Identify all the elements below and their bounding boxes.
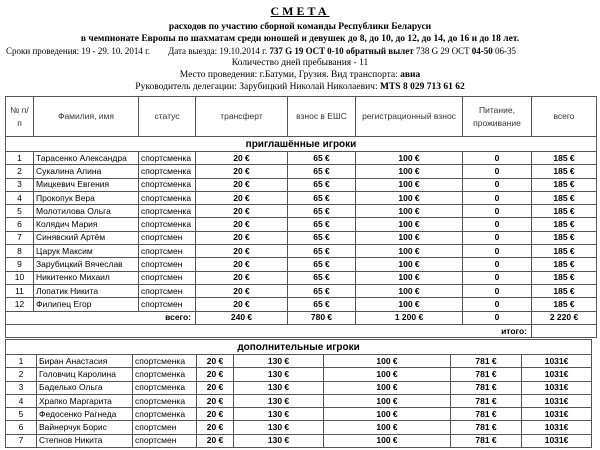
dates-label: Сроки проведения: 19 - 29. 10. 2014 г.	[6, 46, 151, 56]
transfer-value: 20 €	[196, 191, 288, 204]
player-status: спортсмен	[133, 421, 197, 434]
additional-players-table	[5, 339, 592, 448]
player-status: спортсменка	[139, 165, 196, 178]
sum-label: всего:	[6, 311, 196, 324]
registration-fee-value: 100 €	[324, 368, 451, 381]
invited-players-table	[5, 96, 597, 338]
total-value: 1031€	[522, 394, 592, 407]
player-name: Сукалина Алина	[34, 165, 139, 178]
player-name: Прокопук Вера	[34, 191, 139, 204]
player-status: спортсмен	[139, 258, 196, 271]
transfer-value: 20 €	[196, 271, 288, 284]
food-lodging-value: 0	[463, 165, 532, 178]
player-status: спортсмен	[133, 434, 197, 447]
esh-fee-value: 65 €	[288, 271, 356, 284]
table-row	[6, 298, 597, 311]
registration-fee-value: 100 €	[356, 205, 463, 218]
food-lodging-value: 781 €	[451, 408, 522, 421]
table-row	[6, 271, 597, 284]
registration-fee-value: 100 €	[324, 394, 451, 407]
transfer-value: 20 €	[196, 178, 288, 191]
departure-label: Дата выезда: 19.10.2014 г.	[168, 46, 268, 56]
row-number: 5	[6, 408, 37, 421]
registration-fee-value: 100 €	[356, 218, 463, 231]
food-lodging-value: 0	[463, 152, 532, 165]
esh-fee-value: 65 €	[288, 284, 356, 297]
col-header-name: Фамилия, имя	[34, 97, 139, 137]
transfer-value: 20 €	[197, 355, 234, 368]
player-name: Федосенко Рагнеда	[37, 408, 133, 421]
row-number: 11	[6, 284, 34, 297]
total-value: 185 €	[532, 218, 597, 231]
table-row	[6, 231, 597, 244]
esh-fee-value: 65 €	[288, 205, 356, 218]
player-name: Биран Анастасия	[37, 355, 133, 368]
grand-total-label: итого:	[6, 324, 532, 337]
player-status: спортсмен	[139, 271, 196, 284]
player-name: Царук Максим	[34, 245, 139, 258]
esh-fee-value: 65 €	[288, 165, 356, 178]
esh-fee-value: 130 €	[234, 368, 324, 381]
player-name: Никитенко Михаил	[34, 271, 139, 284]
esh-fee-value: 130 €	[234, 434, 324, 447]
table-row	[6, 421, 592, 434]
transfer-value: 20 €	[196, 205, 288, 218]
player-name: Мицкевич Евгения	[34, 178, 139, 191]
table-row	[6, 368, 592, 381]
esh-fee-value: 65 €	[288, 152, 356, 165]
esh-fee-value: 130 €	[234, 408, 324, 421]
total-value: 185 €	[532, 165, 597, 178]
transfer-value: 20 €	[197, 421, 234, 434]
total-value: 185 €	[532, 245, 597, 258]
row-number: 10	[6, 271, 34, 284]
food-lodging-value: 0	[463, 258, 532, 271]
player-status: спортсмен	[139, 284, 196, 297]
food-lodging-value: 781 €	[451, 421, 522, 434]
section-row-invited	[6, 137, 597, 152]
section-title-invited: приглашённые игроки	[6, 137, 597, 152]
row-number: 1	[6, 152, 34, 165]
leader-label: Руководитель делегации: Зарубицкий Николай Николаевич:	[135, 82, 378, 92]
sum-transfer-value: 240 €	[196, 311, 288, 324]
table-row	[6, 191, 597, 204]
total-value: 1031€	[522, 381, 592, 394]
sum-registration-fee-value: 1 200 €	[356, 311, 463, 324]
table-row	[6, 394, 592, 407]
place-line	[0, 70, 600, 80]
food-lodging-value: 781 €	[451, 381, 522, 394]
total-value: 185 €	[532, 205, 597, 218]
food-lodging-value: 781 €	[451, 355, 522, 368]
total-value: 1031€	[522, 421, 592, 434]
esh-fee-value: 65 €	[288, 258, 356, 271]
transfer-value: 20 €	[196, 298, 288, 311]
total-value: 185 €	[532, 191, 597, 204]
player-status: спортсмен	[139, 231, 196, 244]
table-row	[6, 245, 597, 258]
sum-esh-fee-value: 780 €	[288, 311, 356, 324]
food-lodging-value: 0	[463, 191, 532, 204]
table-row	[6, 355, 592, 368]
player-name: Вайнерчук Борис	[37, 421, 133, 434]
player-status: спортсменка	[133, 368, 197, 381]
registration-fee-value: 100 €	[356, 165, 463, 178]
esh-fee-value: 65 €	[288, 178, 356, 191]
grand-total-row	[6, 324, 597, 337]
esh-fee-value: 65 €	[288, 245, 356, 258]
registration-fee-value: 100 €	[356, 191, 463, 204]
grand-total-value	[532, 324, 597, 337]
total-value: 185 €	[532, 258, 597, 271]
row-number: 12	[6, 298, 34, 311]
col-header-transfer: трансферт	[196, 97, 288, 137]
total-value: 185 €	[532, 298, 597, 311]
player-name: Лопатик Никита	[34, 284, 139, 297]
table-row	[6, 165, 597, 178]
registration-fee-value: 100 €	[356, 245, 463, 258]
table-row	[6, 258, 597, 271]
food-lodging-value: 0	[463, 231, 532, 244]
player-status: спортсменка	[139, 218, 196, 231]
flight-out: 737 G 19 OCT 0-10	[269, 46, 344, 56]
total-value: 185 €	[532, 271, 597, 284]
row-number: 2	[6, 368, 37, 381]
food-lodging-value: 0	[463, 205, 532, 218]
player-status: спортсменка	[139, 205, 196, 218]
table-row	[6, 408, 592, 421]
table-row	[6, 381, 592, 394]
registration-fee-value: 100 €	[324, 434, 451, 447]
transport-value: авиа	[400, 70, 421, 80]
row-number: 6	[6, 421, 37, 434]
col-header-food-lodging: Питание, проживание	[463, 97, 532, 137]
row-number: 3	[6, 178, 34, 191]
food-lodging-value: 781 €	[451, 434, 522, 447]
player-status: спортсмен	[139, 245, 196, 258]
player-name: Молотилова Ольга	[34, 205, 139, 218]
player-name: Филипец Егор	[34, 298, 139, 311]
sum-total-value: 2 220 €	[532, 311, 597, 324]
table-row	[6, 178, 597, 191]
row-number: 9	[6, 258, 34, 271]
document-title: СМЕТА	[270, 4, 330, 18]
esh-fee-value: 65 €	[288, 191, 356, 204]
section-row-additional	[6, 340, 592, 355]
food-lodging-value: 0	[463, 271, 532, 284]
row-number: 4	[6, 191, 34, 204]
section-title-additional: дополнительные игроки	[6, 340, 592, 355]
transfer-value: 20 €	[196, 165, 288, 178]
return-label: обратный вылет	[345, 46, 414, 56]
player-name: Тарасенко Александра	[34, 152, 139, 165]
food-lodging-value: 0	[463, 298, 532, 311]
total-value: 1031€	[522, 434, 592, 447]
transfer-value: 20 €	[196, 258, 288, 271]
row-number: 6	[6, 218, 34, 231]
food-lodging-value: 0	[463, 218, 532, 231]
row-number: 4	[6, 394, 37, 407]
food-lodging-value: 0	[463, 245, 532, 258]
leader-phone: MTS 8 029 713 61 62	[379, 82, 465, 92]
registration-fee-value: 100 €	[324, 408, 451, 421]
player-name: Степнов Никита	[37, 434, 133, 447]
total-value: 1031€	[522, 368, 592, 381]
row-number: 1	[6, 355, 37, 368]
row-number: 2	[6, 165, 34, 178]
player-name: Храпко Маргарита	[37, 394, 133, 407]
col-header-number: № п/п	[6, 97, 34, 137]
esh-fee-value: 130 €	[234, 355, 324, 368]
transfer-value: 20 €	[196, 245, 288, 258]
transfer-value: 20 €	[196, 284, 288, 297]
player-name: Колядич Мария	[34, 218, 139, 231]
table-header-row	[6, 97, 597, 137]
return-time-2: 06-35	[494, 46, 516, 56]
player-name: Зарубицкий Вячеслав	[34, 258, 139, 271]
table-row	[6, 434, 592, 447]
row-number: 3	[6, 381, 37, 394]
row-number: 5	[6, 205, 34, 218]
food-lodging-value: 781 €	[451, 394, 522, 407]
player-status: спортсменка	[133, 408, 197, 421]
esh-fee-value: 65 €	[288, 231, 356, 244]
table-row	[6, 218, 597, 231]
registration-fee-value: 100 €	[356, 178, 463, 191]
esh-fee-value: 130 €	[234, 421, 324, 434]
transfer-value: 20 €	[197, 394, 234, 407]
col-header-status: статус	[139, 97, 196, 137]
sum-food-lodging-value: 0	[463, 311, 532, 324]
row-number: 8	[6, 245, 34, 258]
registration-fee-value: 100 €	[324, 381, 451, 394]
subtitle-line-2: в чемпионате Европы по шахматам среди юношей и девушек до 8, до 10, до 12, до 14, до 16 и до 18 лет.	[80, 34, 520, 44]
food-lodging-value: 0	[463, 178, 532, 191]
registration-fee-value: 100 €	[324, 421, 451, 434]
esh-fee-value: 65 €	[288, 298, 356, 311]
transfer-value: 20 €	[197, 381, 234, 394]
transfer-value: 20 €	[197, 368, 234, 381]
sum-row	[6, 311, 597, 324]
player-status: спортсменка	[133, 394, 197, 407]
col-header-esh-fee: взнос в ЕШС	[288, 97, 356, 137]
registration-fee-value: 100 €	[356, 258, 463, 271]
transfer-value: 20 €	[196, 218, 288, 231]
row-number: 7	[6, 434, 37, 447]
table-row	[6, 284, 597, 297]
player-status: спортсменка	[139, 178, 196, 191]
player-status: спортсменка	[133, 381, 197, 394]
transfer-value: 20 €	[196, 231, 288, 244]
food-lodging-value: 0	[463, 284, 532, 297]
total-value: 1031€	[522, 408, 592, 421]
leader-line	[0, 82, 600, 92]
esh-fee-value: 130 €	[234, 381, 324, 394]
transfer-value: 20 €	[197, 408, 234, 421]
player-status: спортсмен	[139, 298, 196, 311]
player-status: спортсменка	[139, 152, 196, 165]
registration-fee-value: 100 €	[356, 152, 463, 165]
food-lodging-value: 781 €	[451, 368, 522, 381]
row-number: 7	[6, 231, 34, 244]
transfer-value: 20 €	[196, 152, 288, 165]
total-value: 185 €	[532, 178, 597, 191]
registration-fee-value: 100 €	[356, 284, 463, 297]
registration-fee-value: 100 €	[324, 355, 451, 368]
col-header-registration-fee: регистрационный взнос	[356, 97, 463, 137]
return-time: 04-50	[471, 46, 493, 56]
esh-fee-value: 130 €	[234, 394, 324, 407]
player-status: спортсменка	[139, 191, 196, 204]
esh-fee-value: 65 €	[288, 218, 356, 231]
return-flight: 738 G 29 OCT	[415, 46, 470, 56]
player-name: Синявский Артём	[34, 231, 139, 244]
total-value: 1031€	[522, 355, 592, 368]
total-value: 185 €	[532, 231, 597, 244]
days-line: Количество дней пребывания - 11	[231, 58, 369, 68]
table-row	[6, 152, 597, 165]
subtitle-line-1: расходов по участию сборной команды Республики Беларуси	[168, 22, 432, 32]
registration-fee-value: 100 €	[356, 231, 463, 244]
total-value: 185 €	[532, 284, 597, 297]
table-row	[6, 205, 597, 218]
player-status: спортсменка	[133, 355, 197, 368]
place-label: Место проведения: г.Батуми, Грузия. Вид транспорта:	[179, 70, 398, 80]
player-name: Головчиц Каролина	[37, 368, 133, 381]
dates-line	[6, 46, 600, 56]
registration-fee-value: 100 €	[356, 298, 463, 311]
total-value: 185 €	[532, 152, 597, 165]
col-header-total: всего	[532, 97, 597, 137]
player-name: Баделько Ольга	[37, 381, 133, 394]
transfer-value: 20 €	[197, 434, 234, 447]
registration-fee-value: 100 €	[356, 271, 463, 284]
